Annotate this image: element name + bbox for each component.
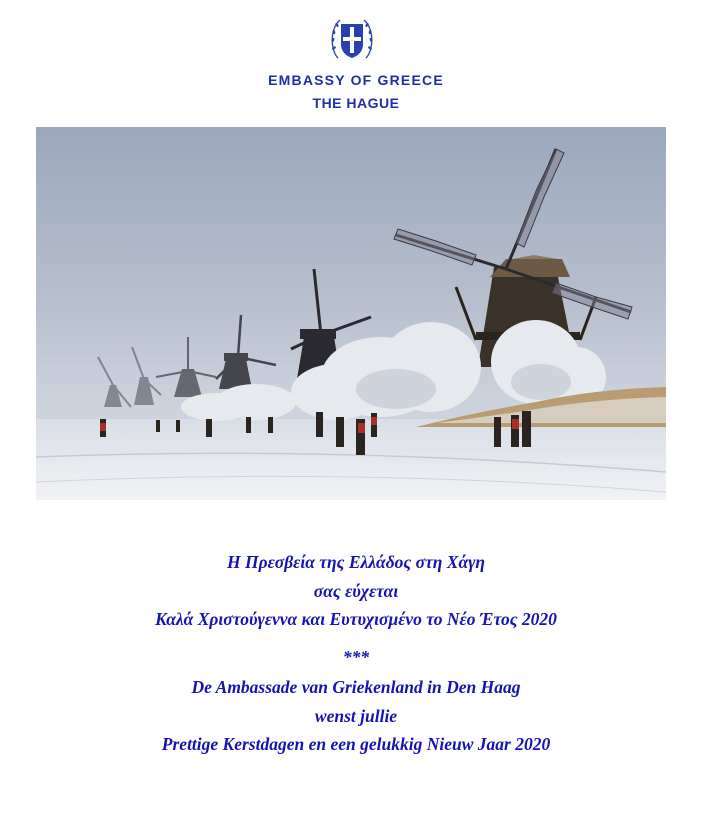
- dutch-greeting-line1: De Ambassade van Griekenland in Den Haag: [191, 677, 521, 697]
- greek-greeting-line1: Η Πρεσβεία της Ελλάδος στη Χάγη: [226, 552, 486, 572]
- dutch-greeting-line2: wenst jullie: [314, 706, 398, 726]
- dutch-greeting-line3: Prettige Kerstdagen en een gelukkig Nieuw Jaar 2020: [161, 734, 551, 754]
- greek-greeting-line3: Καλά Χριστούγεννα και Ευτυχισμένο το Νέο Έτος 2020: [155, 609, 557, 629]
- embassy-city: THE HAGUE: [312, 95, 400, 111]
- greek-coat-of-arms-icon: [328, 14, 376, 64]
- embassy-title: EMBASSY OF GREECE: [268, 72, 444, 88]
- separator: ***: [342, 647, 370, 667]
- windmills-skaters-photo: [36, 127, 666, 500]
- greek-greeting-line2: σας εύχεται: [313, 581, 399, 601]
